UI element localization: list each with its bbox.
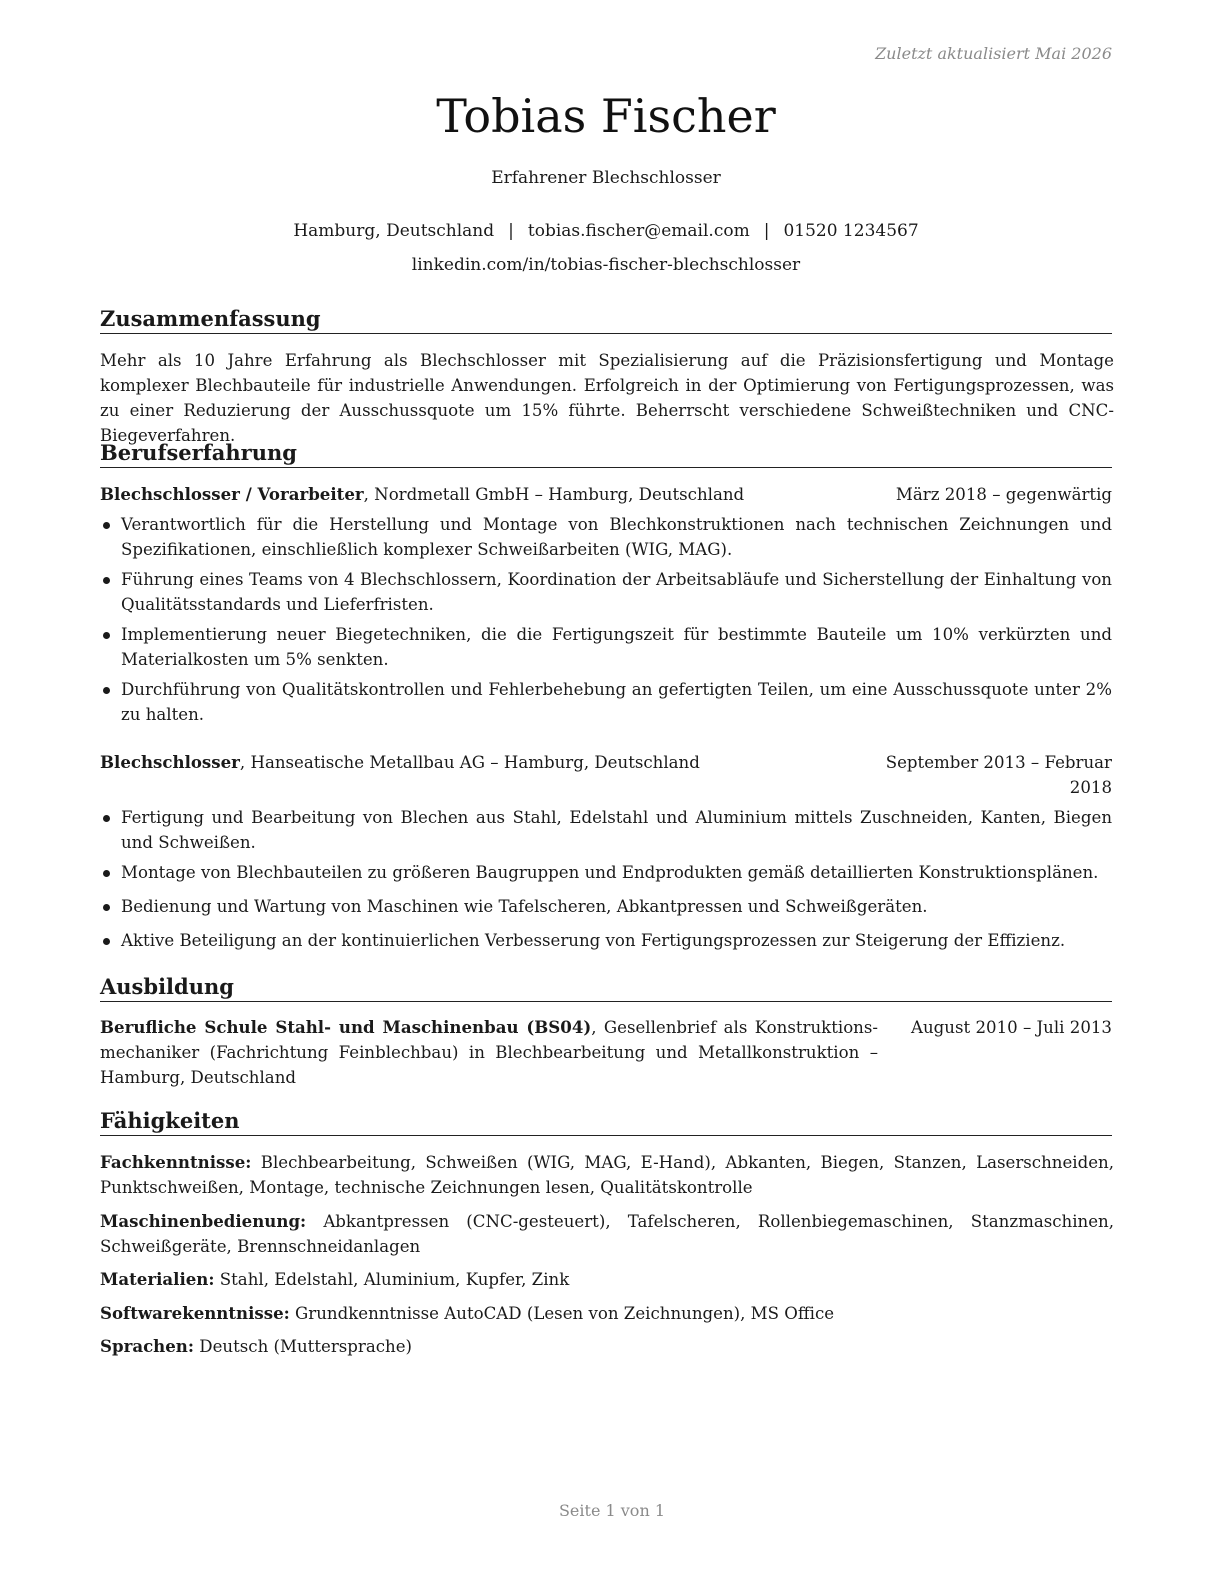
skill-row	[100, 1267, 1114, 1292]
skill-value: Abkantpressen (CNC-gesteuert), Tafelscheren, Rollenbiegemaschinen, Stanzmaschinen, Schweißgeräte, Brennschneidanlagen	[100, 1212, 1114, 1256]
job-role: Blechschlosser	[100, 752, 240, 772]
candidate-name: Tobias Fischer	[436, 89, 776, 143]
education-detail: , Gesellenbrief als Konstruktionsmechaniker (Fachrichtung Feinblechbau) in Blechbearbeitung und Metallkonstruktion – Hamburg, Deutschland	[100, 1018, 878, 1087]
contact-phone: 01520 1234567	[783, 221, 919, 241]
job-bullets	[100, 512, 1112, 727]
skill-value: Stahl, Edelstahl, Aluminium, Kupfer, Zink	[214, 1270, 570, 1289]
contact-location: Hamburg, Deutschland	[293, 221, 495, 241]
skill-label: Softwarekenntnisse:	[100, 1303, 290, 1323]
job-dates: März 2018 – gegenwärtig	[895, 485, 1112, 504]
skill-label: Sprachen:	[100, 1336, 194, 1356]
skill-row	[100, 1334, 1114, 1359]
list-item: Bedienung und Wartung von Maschinen wie Tafelscheren, Abkantpressen und Schweißgeräten.	[100, 894, 1112, 919]
section-title-skills: Fähigkeiten	[100, 1107, 1112, 1136]
contact-separator: |	[763, 221, 770, 241]
list-item: Implementierung neuer Biegetechniken, die die Fertigungszeit für bestimmte Bauteile um 10% verkürzten und Materialkosten um 5% senkten.	[100, 622, 1112, 672]
last-updated: Zuletzt aktualisiert Mai 2026	[875, 44, 1112, 63]
skill-value: Deutsch (Muttersprache)	[194, 1337, 413, 1356]
page-number: Seite 1 von 1	[558, 1501, 666, 1520]
education-school: Berufliche Schule Stahl- und Maschinenbau (BS04)	[100, 1017, 592, 1037]
skill-row	[100, 1301, 1114, 1326]
list-item: Verantwortlich für die Herstellung und Montage von Blechkonstruktionen nach technischen Zeichnungen und Spezifikationen, einschließlich komplexer Schweißarbeiten (WIG, MAG).	[100, 512, 1112, 562]
section-title-experience: Berufserfahrung	[100, 439, 1112, 468]
list-item: Durchführung von Qualitätskontrollen und Fehlerbehebung an gefertigten Teilen, um eine Ausschussquote unter 2% zu halten.	[100, 677, 1112, 727]
education-dates: August 2010 – Juli 2013	[911, 1018, 1112, 1037]
job-role: Blechschlosser / Vorarbeiter	[100, 484, 364, 504]
contact-email[interactable]: tobias.fischer@email.com	[527, 221, 750, 241]
skill-value: Grundkenntnisse AutoCAD (Lesen von Zeichnungen), MS Office	[289, 1304, 835, 1323]
skill-label: Fachkenntnisse:	[100, 1152, 252, 1172]
list-item: Fertigung und Bearbeitung von Blechen aus Stahl, Edelstahl und Aluminium mittels Zuschneiden, Kanten, Biegen und Schweißen.	[100, 805, 1112, 855]
contact-separator: |	[508, 221, 514, 241]
contact-linkedin[interactable]: linkedin.com/in/tobias-fischer-blechschlosser	[411, 255, 801, 275]
section-title-education: Ausbildung	[100, 973, 1112, 1002]
list-item: Aktive Beteiligung an der kontinuierlichen Verbesserung von Fertigungsprozessen zur Steigerung der Effizienz.	[100, 928, 1112, 953]
list-item: Führung eines Teams von 4 Blechschlossern, Koordination der Arbeitsabläufe und Sicherstellung der Einhaltung von Qualitätsstandards und Lieferfristen.	[100, 567, 1112, 617]
skill-label: Materialien:	[100, 1269, 215, 1289]
skill-row	[100, 1209, 1114, 1259]
job-dates: September 2013 – Februar 2018	[885, 753, 1112, 797]
job-bullets	[100, 805, 1112, 953]
skill-value: Blechbearbeitung, Schweißen (WIG, MAG, E-Hand), Abkanten, Biegen, Stanzen, Laserschneiden, Punktschweißen, Montage, technische Zeichnungen lesen, Qualitätskontrolle	[100, 1153, 1114, 1197]
skill-label: Maschinenbedienung:	[100, 1211, 307, 1231]
job-company: , Nordmetall GmbH – Hamburg, Deutschland	[363, 485, 745, 504]
summary-text: Mehr als 10 Jahre Erfahrung als Blechschlosser mit Spezialisierung auf die Präzisionsfertigung und Montage komplexer Blechbauteile für industrielle Anwendungen. Erfolgreich in der Optimierung von Fertigungsprozessen, was zu einer Reduzierung der Ausschussquote um 15% führte. Beherrscht verschiedene Schweißtechniken und CNC-Biegeverfahren.	[100, 351, 1114, 445]
list-item: Montage von Blechbauteilen zu größeren Baugruppen und Endprodukten gemäß detaillierten Konstruktionsplänen.	[100, 860, 1112, 885]
contact-line	[100, 219, 1112, 243]
job-company: , Hanseatische Metallbau AG – Hamburg, Deutschland	[239, 753, 700, 772]
section-title-summary: Zusammenfassung	[100, 305, 1112, 334]
skill-row	[100, 1150, 1114, 1200]
candidate-headline: Erfahrener Blechschlosser	[491, 168, 721, 188]
